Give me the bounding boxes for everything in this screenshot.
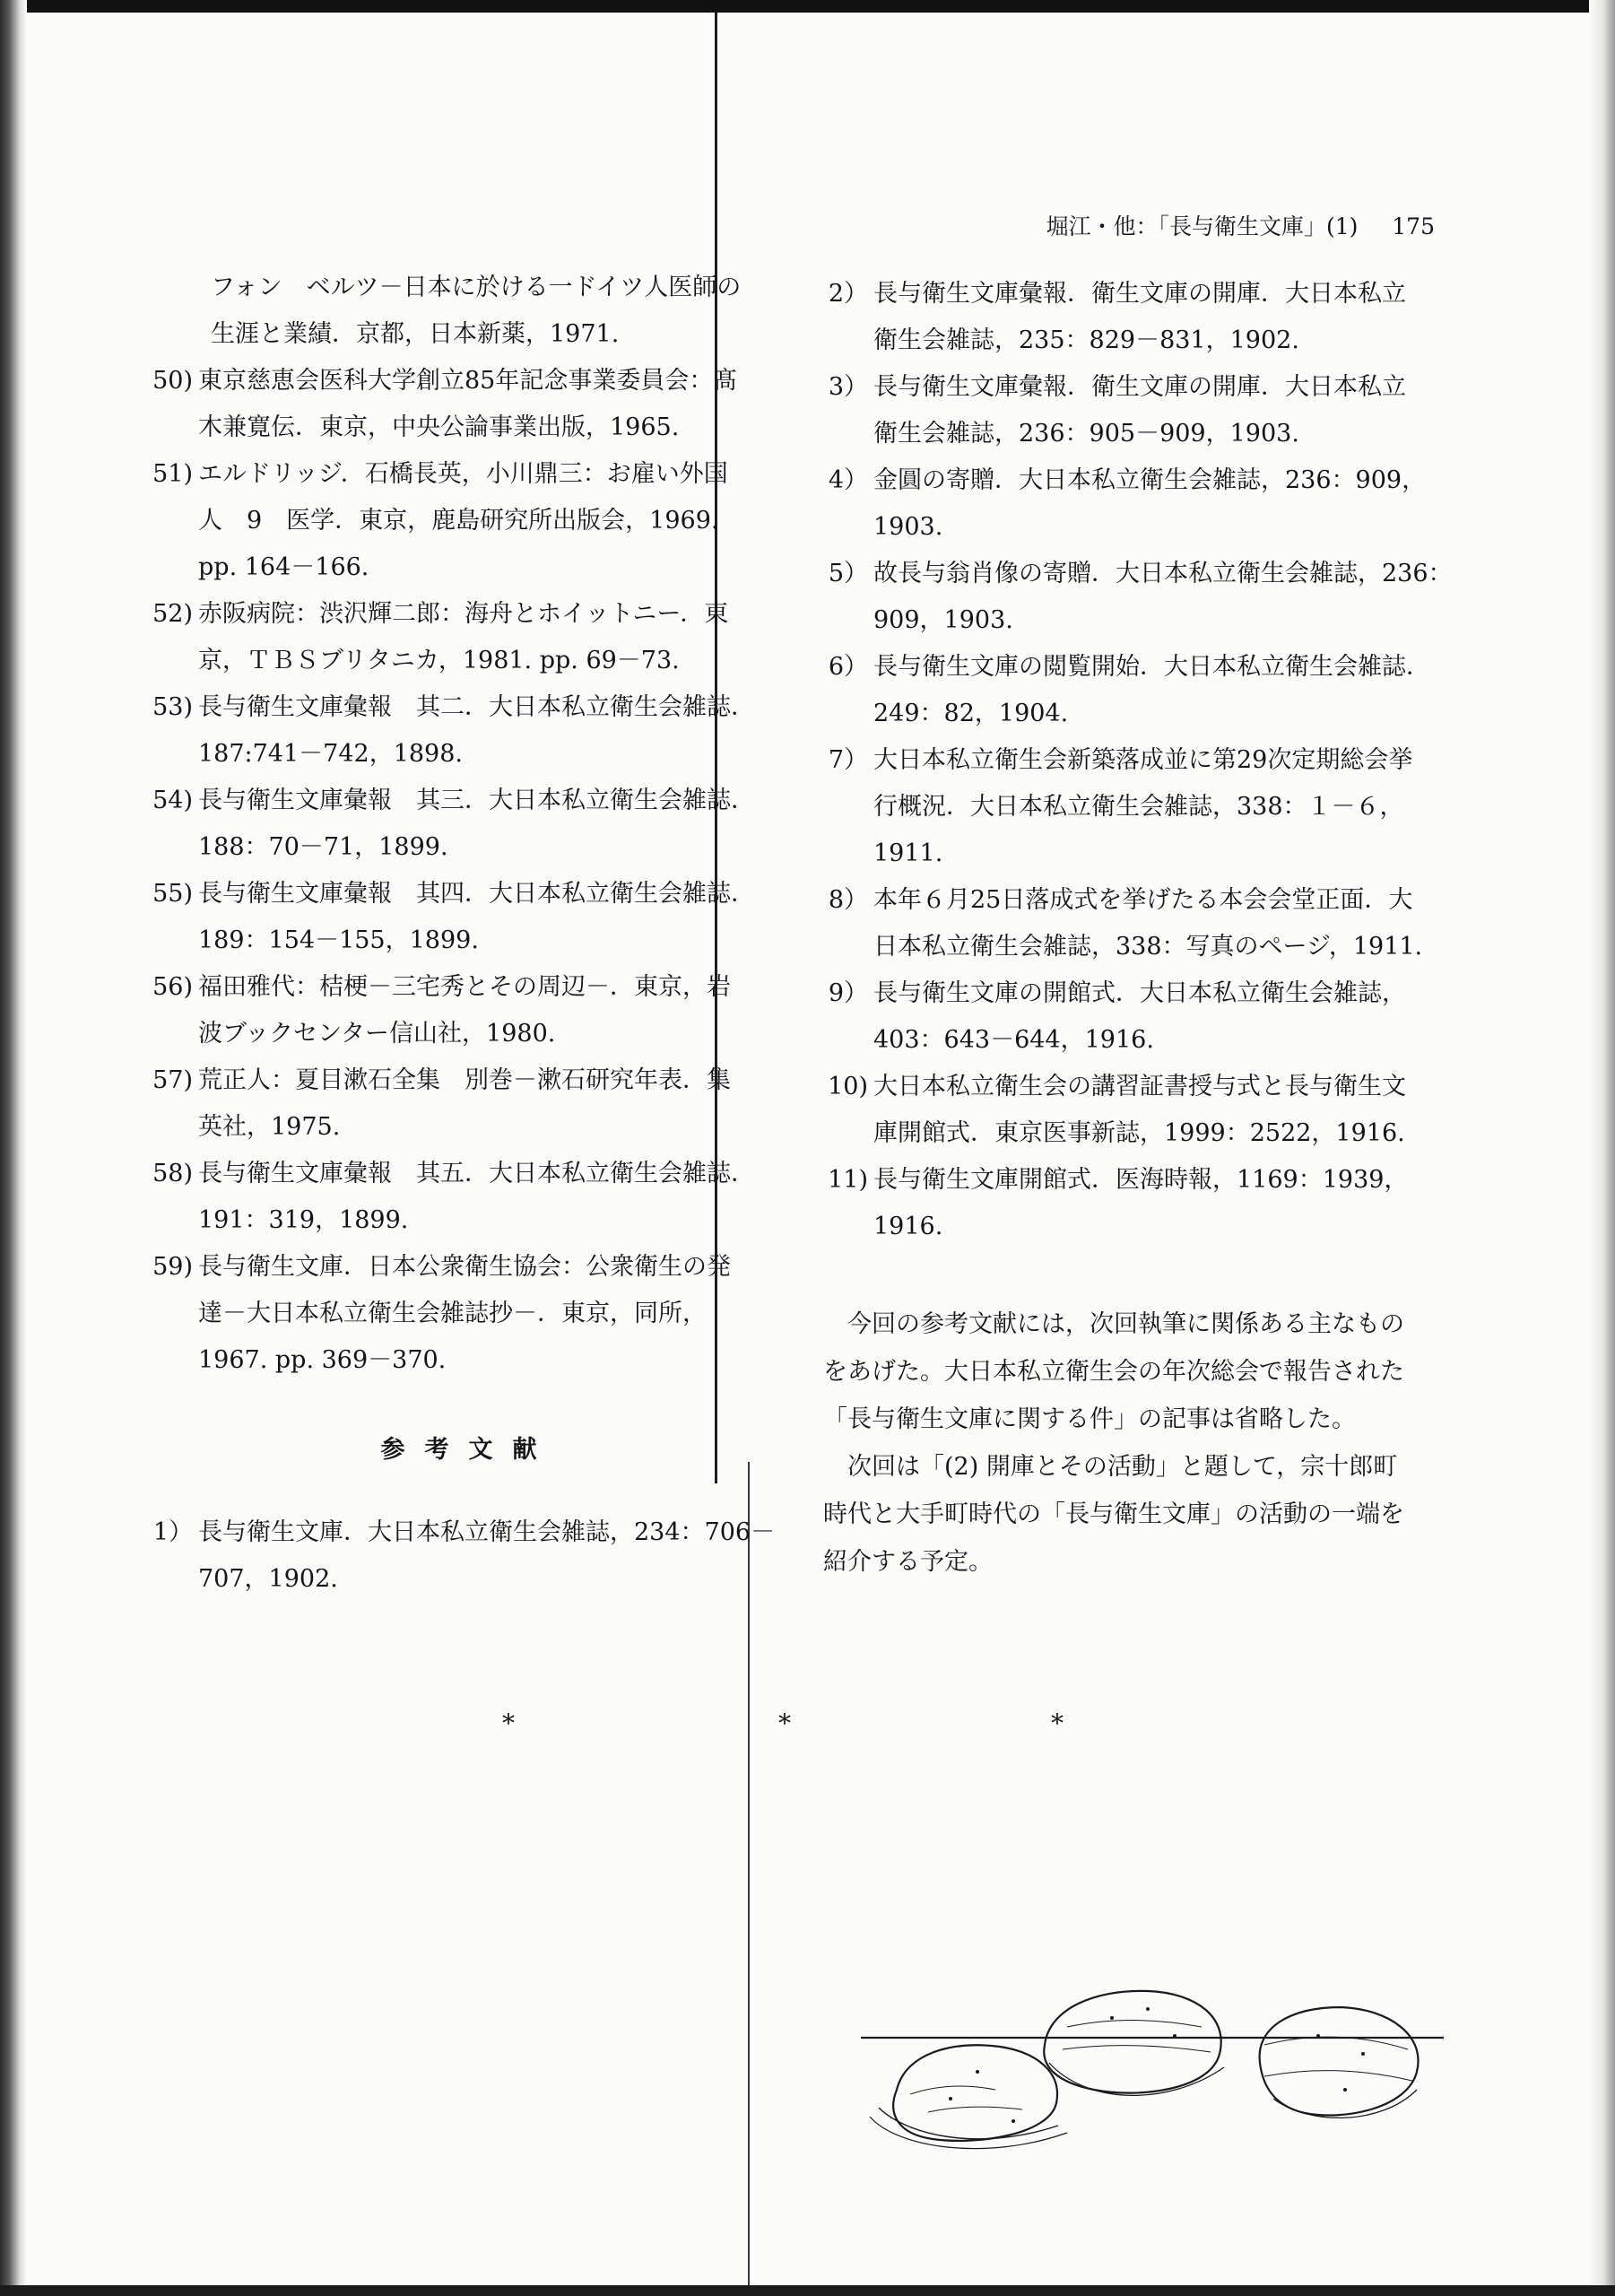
reference-text: 大日本私立衛生会新築落成並に第29次定期総会挙	[873, 746, 1413, 774]
closing-paragraph-2	[823, 1443, 1451, 1586]
note-text: 達－大日本私立衛生会雑誌抄－．東京，同所，	[198, 1300, 707, 1327]
note-55	[148, 871, 753, 964]
reference-text: 行概況．大日本私立衛生会雑誌，338：１－６，	[873, 793, 1404, 821]
reference-number: 4）	[828, 466, 868, 494]
note-text: 1967. pp. 369－370.	[198, 1346, 447, 1374]
note-number: 57)	[152, 1066, 193, 1094]
note-text: 188：70－71，1899.	[198, 833, 448, 861]
note-51	[148, 451, 753, 591]
reference-number: 7）	[828, 746, 868, 774]
reference-7	[823, 737, 1451, 877]
reference-text: 1916.	[873, 1213, 943, 1240]
fruit-right	[1260, 2007, 1419, 2116]
note-number: 58)	[152, 1160, 193, 1187]
note-continuation-line: フォン ベルツ－日本に於ける一ドイツ人医師の	[211, 274, 742, 301]
note-56	[148, 964, 753, 1057]
note-text: 荒正人：夏目漱石全集 別巻－漱石研究年表．集	[198, 1066, 731, 1094]
references-heading: 参考文献	[380, 1436, 557, 1464]
note-text: 京，ＴＢＳブリタニカ，1981. pp. 69－73.	[198, 647, 680, 674]
reference-11	[823, 1157, 1451, 1250]
reference-text: 本年６月25日落成式を挙げたる本会会堂正面．大	[873, 886, 1413, 914]
fruit-illustration	[843, 1955, 1462, 2170]
separator-star: *	[1051, 1709, 1064, 1738]
paragraph-line: 時代と大手町時代の「長与衛生文庫」の活動の一端を	[823, 1500, 1404, 1528]
note-58	[148, 1151, 753, 1244]
reference-number: 9）	[828, 979, 868, 1007]
reference-text: 衛生会雑誌，236：905－909，1903.	[873, 420, 1299, 448]
scan-border-right	[1589, 0, 1615, 2296]
note-number: 51)	[152, 460, 193, 488]
reference-number: 8）	[828, 886, 868, 914]
reference-number: 1）	[152, 1518, 193, 1546]
separator-star: *	[778, 1709, 791, 1738]
reference-text: 長与衛生文庫開館式．医海時報，1169：1939，	[873, 1166, 1409, 1194]
reference-text: 金圓の寄贈．大日本私立衛生会雑誌，236：909，	[873, 466, 1427, 494]
fruit-middle	[1044, 1991, 1220, 2093]
reference-text: 衛生会雑誌，235：829－831，1902.	[873, 326, 1299, 354]
reference-number: 5）	[828, 560, 868, 587]
reference-text: 長与衛生文庫彙報．衛生文庫の開庫．大日本私立	[873, 373, 1406, 401]
reference-5	[823, 551, 1451, 644]
page-number: 175	[1392, 213, 1435, 239]
note-text: 189：154－155，1899.	[198, 926, 479, 954]
reference-text: 249：82，1904.	[873, 700, 1069, 727]
note-50	[148, 358, 753, 451]
note-number: 56)	[152, 973, 193, 1001]
fruit-left	[893, 2045, 1057, 2141]
reference-number: 3）	[828, 373, 868, 401]
paragraph-line: 今回の参考文献には，次回執筆に関係ある主なもの	[847, 1310, 1404, 1338]
note-continuation-line: 生涯と業績．京都，日本新薬，1971.	[211, 320, 620, 348]
note-text: 長与衛生文庫彙報 其三．大日本私立衛生会雑誌．	[198, 787, 755, 814]
scan-border-bottom	[0, 2285, 1615, 2296]
note-text: 赤阪病院：渋沢輝二郎：海舟とホイットニー．東	[198, 600, 729, 628]
note-text: 長与衛生文庫彙報 其二．大日本私立衛生会雑誌．	[198, 693, 755, 721]
reference-number: 6）	[828, 653, 868, 681]
note-text: 長与衛生文庫彙報 其四．大日本私立衛生会雑誌．	[198, 880, 755, 908]
reference-text: 1903.	[873, 513, 943, 541]
reference-8	[823, 877, 1451, 970]
note-52	[148, 591, 753, 684]
left-column	[148, 265, 776, 1603]
note-text: 長与衛生文庫彙報 其五．大日本私立衛生会雑誌．	[198, 1160, 755, 1187]
paragraph-line: 「長与衛生文庫に関する件」の記事は省略した。	[823, 1405, 1356, 1433]
reference-number: 10)	[828, 1073, 868, 1100]
reference-number: 2）	[828, 280, 868, 308]
reference-text: 707，1902.	[198, 1565, 338, 1593]
note-number: 50)	[152, 367, 193, 395]
note-text: 東京慈恵会医科大学創立85年記念事業委員会：髙	[198, 367, 738, 395]
note-number: 53)	[152, 693, 193, 721]
note-57	[148, 1057, 753, 1151]
scan-border-left	[0, 0, 27, 2296]
right-column	[823, 271, 1451, 1586]
note-number: 54)	[152, 787, 193, 814]
reference-text: 長与衛生文庫彙報．衛生文庫の開庫．大日本私立	[873, 280, 1406, 308]
reference-text: 日本私立衛生会雑誌，338：写真のページ，1911.	[873, 933, 1423, 961]
note-text: 波ブックセンター信山社，1980.	[198, 1020, 556, 1048]
note-53	[148, 684, 753, 778]
note-text: 長与衛生文庫．日本公衆衛生協会：公衆衛生の発	[198, 1253, 731, 1281]
reference-text: 大日本私立衛生会の講習証書授与式と長与衛生文	[873, 1073, 1406, 1100]
reference-number: 11)	[828, 1166, 868, 1194]
note-text: 木兼寛伝．東京，中央公論事業出版，1965.	[198, 413, 680, 441]
reference-text: 長与衛生文庫の開館式．大日本私立衛生会雑誌，	[873, 979, 1406, 1007]
reference-text: 1911.	[873, 839, 943, 867]
note-text: 187:741－742，1898.	[198, 740, 463, 768]
paragraph-line: 紹介する予定。	[823, 1548, 993, 1576]
paragraph-line: をあげた。大日本私立衛生会の年次総会で報告された	[823, 1358, 1404, 1386]
note-59	[148, 1244, 753, 1384]
reference-6	[823, 644, 1451, 737]
note-text: 英社，1975.	[198, 1113, 341, 1141]
closing-paragraph-1	[823, 1300, 1451, 1443]
scan-border-top	[0, 0, 1615, 13]
reference-text: 909，1903.	[873, 606, 1013, 634]
note-number: 55)	[152, 880, 193, 908]
paragraph-line: 次回は「(2) 開庫とその活動」と題して，宗十郎町	[847, 1453, 1398, 1481]
reference-2	[823, 271, 1451, 364]
reference-3	[823, 364, 1451, 457]
note-number: 59)	[152, 1253, 193, 1281]
reference-text: 長与衛生文庫の閲覧開始．大日本私立衛生会雑誌．	[873, 653, 1430, 681]
reference-text: 長与衛生文庫．大日本私立衛生会雑誌，234：706－	[198, 1518, 776, 1546]
note-text: エルドリッジ．石橋長英，小川鼎三：お雇い外国	[198, 460, 728, 488]
reference-4	[823, 457, 1451, 551]
reference-10	[823, 1064, 1451, 1157]
reference-9	[823, 970, 1451, 1064]
note-text: 191：319，1899.	[198, 1206, 409, 1234]
reference-text: 故長与翁肖像の寄贈．大日本私立衛生会雑誌，236：	[873, 560, 1453, 587]
reference-1	[148, 1509, 776, 1603]
note-54	[148, 778, 753, 871]
running-header	[1013, 209, 1435, 241]
note-text: pp. 164－166.	[198, 553, 369, 581]
reference-text: 403：643－644，1916.	[873, 1026, 1154, 1054]
running-title: 堀江・他：「長与衛生文庫」(1)	[1046, 213, 1359, 239]
note-text: 人 9 医学．東京，鹿島研究所出版会，1969.	[198, 507, 719, 535]
note-text: 福田雅代：桔梗－三宅秀とその周辺－．東京，岩	[198, 973, 731, 1001]
note-number: 52)	[152, 600, 193, 628]
separator-star: *	[502, 1709, 515, 1738]
reference-text: 庫開館式．東京医事新誌，1999：2522，1916.	[873, 1119, 1405, 1147]
